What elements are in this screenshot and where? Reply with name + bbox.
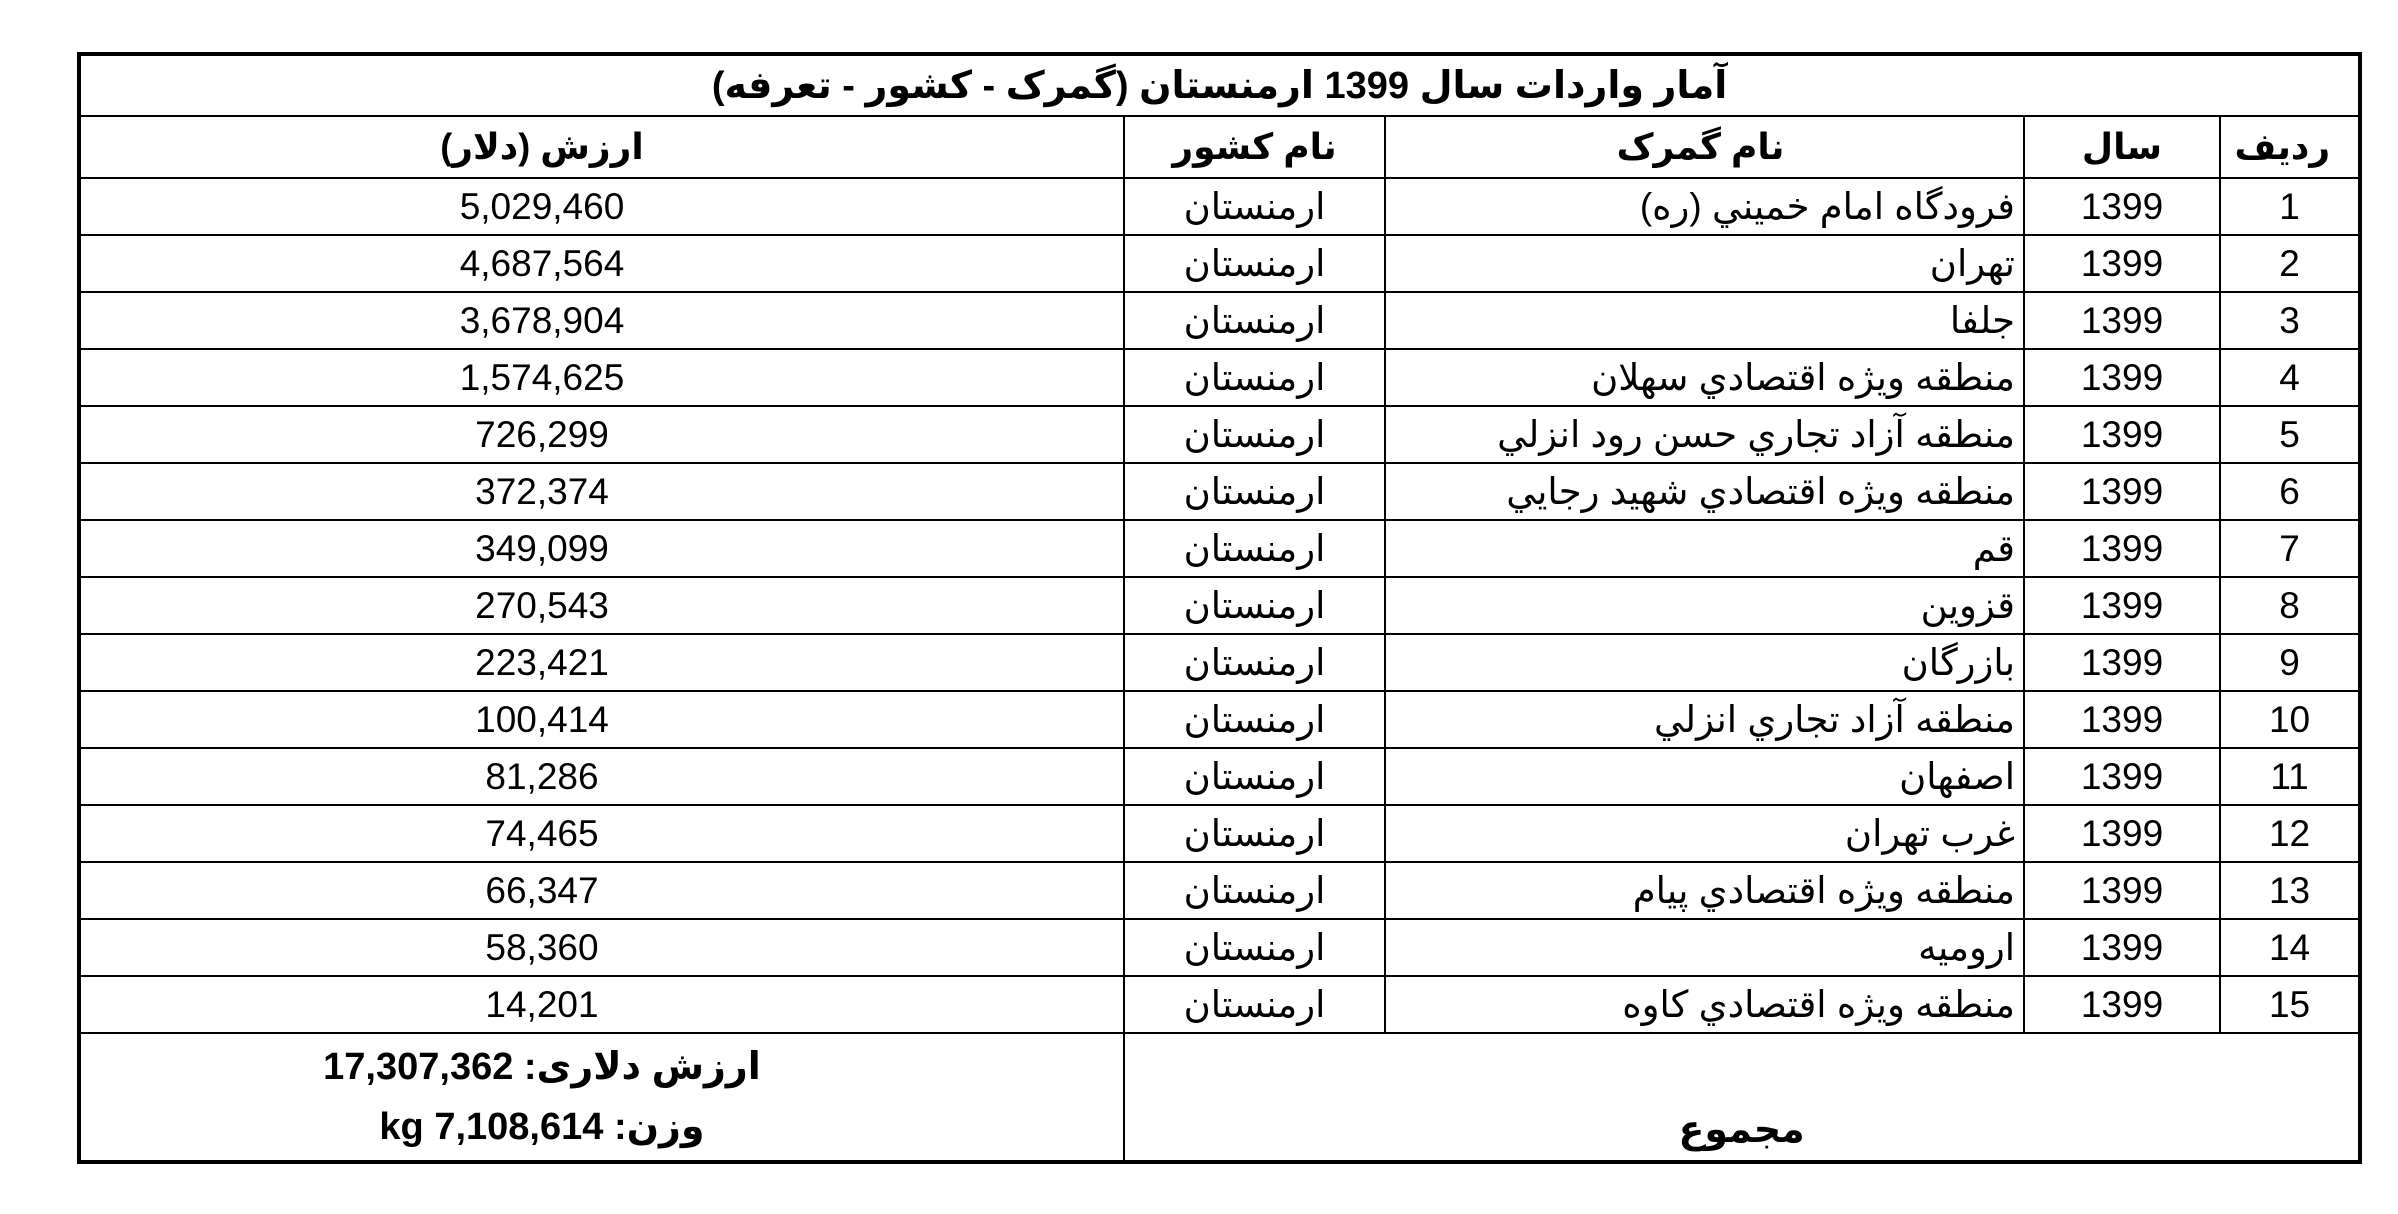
header-country: نام کشور (1124, 116, 1385, 178)
cell-country: ارمنستان (1124, 634, 1385, 691)
cell-customs: بازرگان (1385, 634, 2024, 691)
cell-value: 58,360 (79, 919, 1124, 976)
cell-country: ارمنستان (1124, 748, 1385, 805)
cell-value: 100,414 (79, 691, 1124, 748)
table-row (79, 577, 2360, 634)
cell-value: 372,374 (79, 463, 1124, 520)
cell-value: 270,543 (79, 577, 1124, 634)
header-year: سال (2024, 116, 2220, 178)
table-row (79, 691, 2360, 748)
cell-value: 349,099 (79, 520, 1124, 577)
cell-year: 1399 (2024, 577, 2220, 634)
total-value-line: ارزش دلاری: 17,307,362 (323, 1046, 761, 1088)
cell-row-number: 11 (2220, 748, 2360, 805)
cell-year: 1399 (2024, 235, 2220, 292)
table-row (79, 520, 2360, 577)
cell-country: ارمنستان (1124, 976, 1385, 1033)
cell-row-number: 10 (2220, 691, 2360, 748)
header-row-number: رديف (2220, 116, 2360, 178)
cell-country: ارمنستان (1124, 235, 1385, 292)
cell-year: 1399 (2024, 805, 2220, 862)
cell-value: 81,286 (79, 748, 1124, 805)
cell-year: 1399 (2024, 862, 2220, 919)
cell-year: 1399 (2024, 349, 2220, 406)
cell-customs: منطقه ويژه اقتصادي پيام (1385, 862, 2024, 919)
cell-year: 1399 (2024, 634, 2220, 691)
total-row (79, 1033, 2360, 1162)
cell-value: 3,678,904 (79, 292, 1124, 349)
cell-customs: غرب تهران (1385, 805, 2024, 862)
header-row (79, 116, 2360, 178)
cell-row-number: 5 (2220, 406, 2360, 463)
cell-customs: منطقه آزاد تجاري حسن رود انزلي (1385, 406, 2024, 463)
cell-customs: منطقه ويژه اقتصادي شهيد رجايي (1385, 463, 2024, 520)
cell-row-number: 3 (2220, 292, 2360, 349)
cell-country: ارمنستان (1124, 577, 1385, 634)
table-row (79, 292, 2360, 349)
cell-value: 66,347 (79, 862, 1124, 919)
cell-country: ارمنستان (1124, 862, 1385, 919)
header-value: ارزش (دلار) (79, 116, 1124, 178)
cell-row-number: 8 (2220, 577, 2360, 634)
cell-customs: تهران (1385, 235, 2024, 292)
table-row (79, 463, 2360, 520)
import-statistics-sheet (77, 52, 2358, 1164)
cell-customs: جلفا (1385, 292, 2024, 349)
cell-value: 726,299 (79, 406, 1124, 463)
table-row (79, 235, 2360, 292)
cell-value: 5,029,460 (79, 178, 1124, 235)
table-row (79, 178, 2360, 235)
cell-country: ارمنستان (1124, 919, 1385, 976)
cell-year: 1399 (2024, 406, 2220, 463)
cell-row-number: 7 (2220, 520, 2360, 577)
table-title: آمار واردات سال 1399 ارمنستان (گمرک - کشور - تعرفه) (79, 54, 2360, 116)
cell-customs: منطقه ويژه اقتصادي سهلان (1385, 349, 2024, 406)
total-weight-line: وزن: 7,108,614 kg (379, 1106, 705, 1148)
cell-country: ارمنستان (1124, 178, 1385, 235)
cell-value: 4,687,564 (79, 235, 1124, 292)
cell-row-number: 4 (2220, 349, 2360, 406)
cell-customs: قزوين (1385, 577, 2024, 634)
cell-customs: اصفهان (1385, 748, 2024, 805)
cell-row-number: 14 (2220, 919, 2360, 976)
cell-row-number: 6 (2220, 463, 2360, 520)
cell-customs: اروميه (1385, 919, 2024, 976)
cell-country: ارمنستان (1124, 292, 1385, 349)
cell-row-number: 15 (2220, 976, 2360, 1033)
table-row (79, 919, 2360, 976)
cell-customs: قم (1385, 520, 2024, 577)
cell-year: 1399 (2024, 691, 2220, 748)
cell-year: 1399 (2024, 520, 2220, 577)
table-row (79, 406, 2360, 463)
table-row (79, 634, 2360, 691)
cell-year: 1399 (2024, 748, 2220, 805)
cell-country: ارمنستان (1124, 463, 1385, 520)
cell-row-number: 2 (2220, 235, 2360, 292)
header-customs: نام گمرک (1385, 116, 2024, 178)
cell-country: ارمنستان (1124, 805, 1385, 862)
table-row (79, 862, 2360, 919)
cell-country: ارمنستان (1124, 406, 1385, 463)
total-values (79, 1033, 1124, 1162)
cell-value: 14,201 (79, 976, 1124, 1033)
cell-year: 1399 (2024, 919, 2220, 976)
import-table (77, 52, 2362, 1164)
cell-customs: منطقه آزاد تجاري انزلي (1385, 691, 2024, 748)
cell-row-number: 13 (2220, 862, 2360, 919)
table-row (79, 748, 2360, 805)
table-row (79, 349, 2360, 406)
cell-value: 1,574,625 (79, 349, 1124, 406)
cell-year: 1399 (2024, 178, 2220, 235)
cell-year: 1399 (2024, 292, 2220, 349)
cell-customs: منطقه ويژه اقتصادي کاوه (1385, 976, 2024, 1033)
cell-row-number: 1 (2220, 178, 2360, 235)
cell-value: 74,465 (79, 805, 1124, 862)
total-label: مجموع (1124, 1033, 2360, 1162)
cell-country: ارمنستان (1124, 691, 1385, 748)
cell-customs: فرودگاه امام خميني (ره) (1385, 178, 2024, 235)
cell-row-number: 9 (2220, 634, 2360, 691)
cell-row-number: 12 (2220, 805, 2360, 862)
cell-country: ارمنستان (1124, 520, 1385, 577)
cell-year: 1399 (2024, 976, 2220, 1033)
cell-year: 1399 (2024, 463, 2220, 520)
table-row (79, 976, 2360, 1033)
cell-value: 223,421 (79, 634, 1124, 691)
table-row (79, 805, 2360, 862)
cell-country: ارمنستان (1124, 349, 1385, 406)
